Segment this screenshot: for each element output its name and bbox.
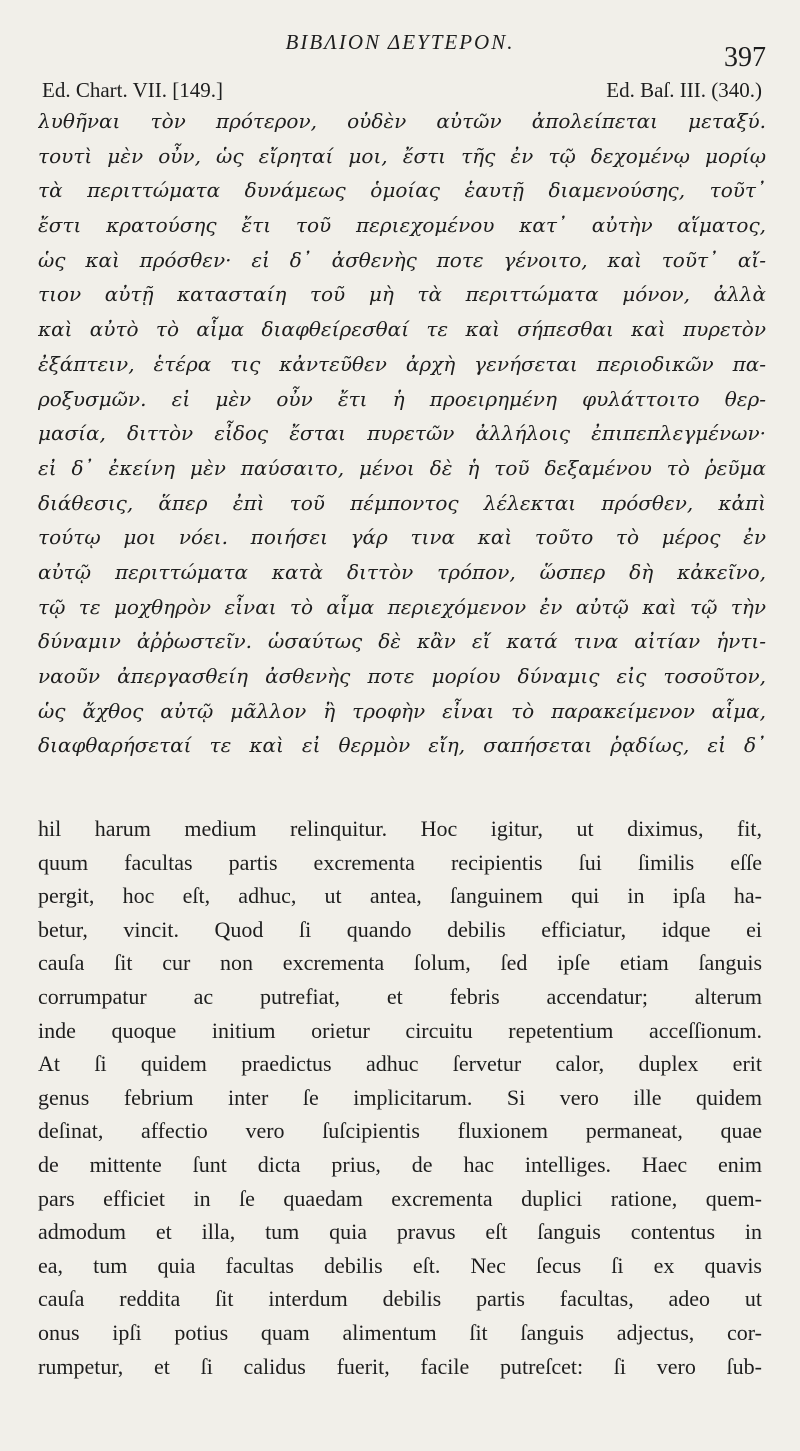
latin-line: rumpetur, et ſi calidus fuerit, facile putreſcet: ſi vero ſub- [38,1353,762,1379]
greek-line: ἔστι κρατούσης ἔτι τοῦ περιεχομένου κατ᾽ αὐτὴν αἵματος, [38,213,766,238]
greek-line: ροξυσμῶν. εἰ μὲν οὖν ἔτι ἡ προειρημένη φυλάττοιτο θερ- [38,386,766,411]
greek-line: αὐτῷ περιττώματα κατὰ διττὸν τρόπον, ὥσπερ δὴ κἀκεῖνο, [38,559,766,584]
greek-line: τουτὶ μὲν οὖν, ὡς εἴρηταί μοι, ἔστι τῆς ἐν τῷ δεχομένῳ μορίῳ [38,143,766,168]
latin-line: inde quoque initium orietur circuitu repetentium acceſſionum. [38,1017,762,1043]
latin-line: deſinat, affectio vero ſuſcipientis fluxionem permaneat, quae [38,1118,762,1144]
greek-line: καὶ αὐτὸ τὸ αἷμα διαφθείρεσθαί τε καὶ σήπεσθαι καὶ πυρετὸν [38,317,766,342]
latin-line: betur, vincit. Quod ſi quando debilis efficiatur, idque ei [38,916,762,942]
latin-line: genus febrium inter ſe implicitarum. Si vero ille quidem [38,1084,762,1110]
edition-reference-left: Ed. Chart. VII. [149.] [42,78,223,102]
greek-text-block [38,104,766,763]
latin-line: admodum et illa, tum quia pravus eſt ſanguis contentus in [38,1219,762,1245]
latin-line: At ſi quidem praedictus adhuc ſervetur calor, duplex erit [38,1051,762,1077]
greek-line: ἐξάπτειν, ἑτέρα τις κἀντεῦθεν ἀρχὴ γενήσεται περιοδικῶν πα- [38,351,766,376]
latin-text-block [38,812,762,1383]
latin-line: onus ipſi potius quam alimentum ſit ſanguis adjectus, cor- [38,1319,762,1345]
greek-line: ὡς ἄχθος αὐτῷ μᾶλλον ἢ τροφὴν εἶναι τὸ παρακείμενον αἷμα, [38,698,766,723]
edition-reference-right: Ed. Baſ. III. (340.) [606,78,762,102]
greek-line: διαφθαρήσεταί τε καὶ εἰ θερμὸν εἴη, σαπήσεται ῥᾳδίως, εἰ δ᾽ [38,733,766,758]
greek-line: τῷ τε μοχθηρὸν εἶναι τὸ αἷμα περιεχόμενον ἐν αὐτῷ καὶ τῷ τὴν [38,594,766,619]
greek-line: ναοῦν ἀπεργασθείη ἀσθενὴς ποτε μορίου δύναμις εἰς τοσοῦτον, [38,664,766,688]
latin-line: pergit, hoc eſt, adhuc, ut antea, ſanguinem qui in ipſa ha- [38,883,762,909]
latin-line: corrumpatur ac putrefiat, et febris accendatur; alterum [38,983,762,1009]
latin-line: quum facultas partis excrementa recipientis ſui ſimilis eſſe [38,849,762,875]
greek-line: λυθῆναι τὸν πρότερον, οὐδὲν αὐτῶν ἀπολείπεται μεταξύ. [38,109,766,133]
running-title: BIBΛΙΟΝ ΔΕΥΤΕΡΟΝ. [285,30,515,54]
latin-line: de mittente ſunt dicta prius, de hac intelliges. Haec enim [38,1151,762,1177]
latin-line: cauſa reddita ſit interdum debilis partis facultas, adeo ut [38,1286,762,1312]
latin-line: pars efficiet in ſe quaedam excrementa duplici ratione, quem- [38,1185,762,1211]
greek-line: τούτῳ μοι νόει. ποιήσει γάρ τινα καὶ τοῦτο τὸ μέρος ἐν [38,525,766,550]
greek-line: μασία, διττὸν εἶδος ἔσται πυρετῶν ἀλλήλοις ἐπιπεπλεγμένων· [38,421,766,446]
greek-line: εἰ δ᾽ ἐκείνη μὲν παύσαιτο, μένοι δὲ ἡ τοῦ δεξαμένου τὸ ῥεῦμα [38,455,766,480]
greek-line: διάθεσις, ἅπερ ἐπὶ τοῦ πέμποντος λέλεκται πρόσθεν, κἀπὶ [38,490,766,515]
page-number: 397 [724,42,766,73]
greek-line: τὰ περιττώματα δυνάμεως ὁμοίας ἑαυτῇ διαμενούσης, τοῦτ᾽ [38,178,766,203]
latin-line: ea, tum quia facultas debilis eſt. Nec ſecus ſi ex quavis [38,1252,762,1278]
greek-line: τιον αὐτῇ κατασταίη τοῦ μὴ τὰ περιττώματα μόνον, ἀλλὰ [38,282,766,307]
greek-line: δύναμιν ἀῤῥωστεῖν. ὡσαύτως δὲ κἂν εἴ κατά τινα αἰτίαν ἡντι- [38,629,766,654]
latin-line: hil harum medium relinquitur. Hoc igitur, ut diximus, fit, [38,816,762,841]
greek-line: ὡς καὶ πρόσθεν· εἰ δ᾽ ἀσθενὴς ποτε γένοιτο, καὶ τοῦτ᾽ αἴ- [38,247,766,272]
latin-line: cauſa ſit cur non excrementa ſolum, ſed ipſe etiam ſanguis [38,950,762,976]
